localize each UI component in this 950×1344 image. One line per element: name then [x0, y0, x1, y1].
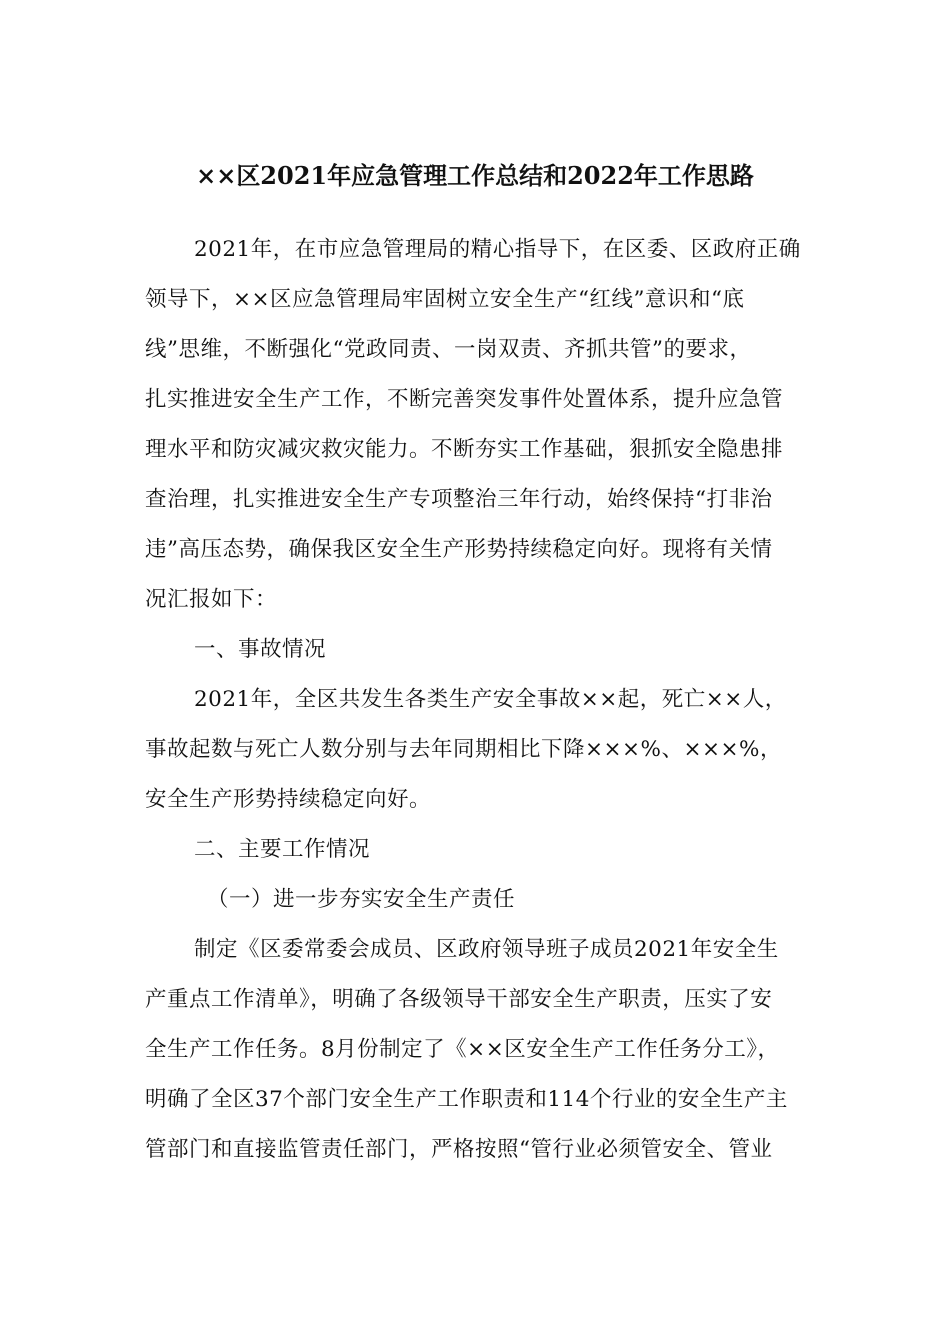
paragraph-line: 查治理，扎实推进安全生产专项整治三年行动，始终保持“打非治 — [145, 487, 773, 512]
paragraph-line: 管部门和直接监管责任部门，严格按照“管行业必须管安全、管业 — [145, 1137, 773, 1162]
paragraph-line: 产重点工作清单》，明确了各级领导干部安全生产职责，压实了安 — [145, 987, 773, 1012]
paragraph-line: 2021年，全区共发生各类生产安全事故××起，死亡××人， — [194, 687, 787, 712]
paragraph-line: 线”思维，不断强化“党政同责、一岗双责、齐抓共管”的要求， — [145, 337, 752, 362]
paragraph-line: 安全生产形势持续稳定向好。 — [145, 787, 432, 812]
paragraph-line: 扎实推进安全生产工作，不断完善突发事件处置体系，提升应急管 — [145, 387, 784, 412]
paragraph-line: 况汇报如下： — [145, 587, 278, 612]
section-heading: 一、事故情况 — [194, 637, 327, 662]
paragraph-line: 领导下，××区应急管理局牢固树立安全生产“红线”意识和“底 — [145, 287, 745, 312]
paragraph-line: 全生产工作任务。8月份制定了《××区安全生产工作任务分工》， — [145, 1037, 780, 1062]
section-heading: 二、主要工作情况 — [194, 837, 371, 862]
paragraph-line: 事故起数与死亡人数分别与去年同期相比下降×××%、×××%， — [145, 737, 782, 762]
paragraph-line: 2021年，在市应急管理局的精心指导下，在区委、区政府正确 — [194, 237, 801, 262]
paragraph-line: 理水平和防灾减灾救灾能力。不断夯实工作基础，狠抓安全隐患排 — [145, 437, 784, 462]
paragraph-line: 明确了全区37个部门安全生产工作职责和114个行业的安全生产主 — [145, 1087, 788, 1112]
document-title: ××区2021年应急管理工作总结和2022年工作思路 — [196, 161, 754, 190]
subsection-heading: （一）进一步夯实安全生产责任 — [207, 887, 516, 912]
paragraph-line: 违”高压态势，确保我区安全生产形势持续稳定向好。现将有关情 — [145, 537, 773, 562]
paragraph-line: 制定《区委常委会成员、区政府领导班子成员2021年安全生 — [194, 937, 779, 962]
